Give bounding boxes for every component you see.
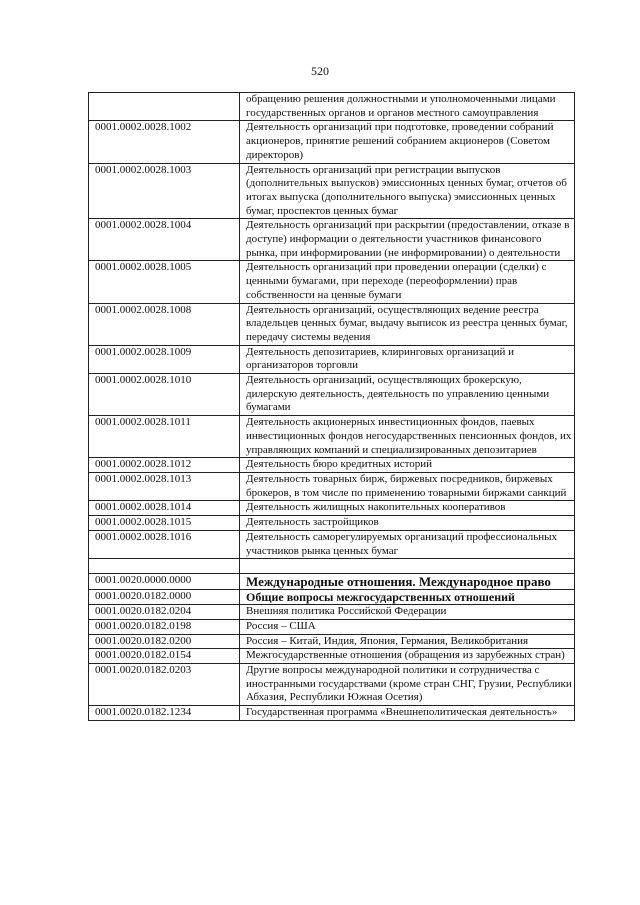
row-code [89, 93, 240, 121]
table-row [89, 416, 575, 458]
table-row [89, 345, 575, 373]
row-code: 0001.0020.0182.0154 [89, 649, 240, 664]
row-text: Деятельность организаций при регистрации выпусков (дополнительных выпусков) эмиссионных ценных бумаг, отчетов об итогах выпуска (дополнительного выпуска) эмиссионных ценных бумаг, проспектов ценных бумаг [240, 163, 575, 219]
row-code: 0001.0002.0028.1008 [89, 303, 240, 345]
table-row [89, 501, 575, 516]
row-text: Другие вопросы международной политики и сотрудничества с иностранными государствами (кроме стран СНГ, Грузии, Республики Абхазия, Республики Южная Осетия) [240, 664, 575, 706]
row-code: 0001.0002.0028.1012 [89, 458, 240, 473]
row-code: 0001.0002.0028.1002 [89, 121, 240, 163]
row-text: Деятельность организаций, осуществляющих брокерскую, дилерскую деятельность, деятельность по управлению ценными бумагами [240, 374, 575, 416]
table-row [89, 121, 575, 163]
table-row [89, 706, 575, 721]
row-text: Деятельность организаций при подготовке, проведении собраний акционеров, принятие решений собранием акционеров (Советом директоров) [240, 121, 575, 163]
page-number: 520 [311, 64, 329, 78]
row-code: 0001.0020.0182.0204 [89, 605, 240, 620]
table-row [89, 261, 575, 303]
row-text: Внешняя политика Российской Федерации [240, 605, 575, 620]
row-code: 0001.0020.0000.0000 [89, 574, 240, 590]
row-text: Деятельность депозитариев, клиринговых организаций и организаторов торговли [240, 345, 575, 373]
row-text: Государственная программа «Внешнеполитическая деятельность» [240, 706, 575, 721]
row-code: 0001.0002.0028.1010 [89, 374, 240, 416]
row-text [240, 559, 575, 574]
row-code: 0001.0002.0028.1009 [89, 345, 240, 373]
row-text: Деятельность организаций при проведении операции (сделки) с ценными бумагами, при переходе (переоформлении) прав собственности на ценные бумаги [240, 261, 575, 303]
table-row [89, 530, 575, 558]
row-text: Деятельность организаций при раскрытии (предоставлении, отказе в доступе) информации о деятельности участников финансового рынка, при информировании (не информировании) о деятельности [240, 219, 575, 261]
table-row [89, 472, 575, 500]
table-row [89, 374, 575, 416]
table-row [89, 605, 575, 620]
row-code: 0001.0002.0028.1013 [89, 472, 240, 500]
subsection-heading-row [89, 590, 575, 605]
row-text: Россия – Китай, Индия, Япония, Германия, Великобритания [240, 634, 575, 649]
section-heading: Международные отношения. Международное право [240, 574, 575, 590]
row-code: 0001.0020.0182.0200 [89, 634, 240, 649]
row-text: Деятельность акционерных инвестиционных фондов, паевых инвестиционных фондов негосударственных пенсионных фондов, их управляющих компаний и специализированных депозитариев [240, 416, 575, 458]
row-text: Межгосударственные отношения (обращения из зарубежных стран) [240, 649, 575, 664]
table-row [89, 303, 575, 345]
table-row [89, 664, 575, 706]
table-row [89, 516, 575, 531]
row-text: Деятельность саморегулируемых организаций профессиональных участников рынка ценных бумаг [240, 530, 575, 558]
table-row [89, 93, 575, 121]
row-code: 0001.0002.0028.1004 [89, 219, 240, 261]
row-text: Деятельность бюро кредитных историй [240, 458, 575, 473]
row-code: 0001.0002.0028.1015 [89, 516, 240, 531]
table-row [89, 458, 575, 473]
row-code: 0001.0002.0028.1011 [89, 416, 240, 458]
row-code: 0001.0020.0182.0203 [89, 664, 240, 706]
table-row [89, 649, 575, 664]
row-code: 0001.0002.0028.1005 [89, 261, 240, 303]
table-row [89, 219, 575, 261]
row-code: 0001.0020.0182.1234 [89, 706, 240, 721]
row-text: Деятельность застройщиков [240, 516, 575, 531]
row-text: Деятельность товарных бирж, биржевых посредников, биржевых брокеров, в том числе по применению товарными биржами санкций [240, 472, 575, 500]
subsection-heading: Общие вопросы межгосударственных отношений [240, 590, 575, 605]
row-text: Деятельность жилищных накопительных кооперативов [240, 501, 575, 516]
row-code: 0001.0002.0028.1016 [89, 530, 240, 558]
table-row [89, 163, 575, 219]
row-text: обращению решения должностными и уполномоченными лицами государственных органов и органов местного самоуправления [240, 93, 575, 121]
spacer-row [89, 559, 575, 574]
row-code: 0001.0020.0182.0000 [89, 590, 240, 605]
row-code [89, 559, 240, 574]
table-row [89, 634, 575, 649]
row-text: Россия – США [240, 619, 575, 634]
row-code: 0001.0002.0028.1003 [89, 163, 240, 219]
row-code: 0001.0002.0028.1014 [89, 501, 240, 516]
classifier-table [88, 92, 575, 721]
row-code: 0001.0020.0182.0198 [89, 619, 240, 634]
row-text: Деятельность организаций, осуществляющих ведение реестра владельцев ценных бумаг, выдачу выписок из реестра ценных бумаг, передачу системы ведения [240, 303, 575, 345]
section-heading-row [89, 574, 575, 590]
table-row [89, 619, 575, 634]
